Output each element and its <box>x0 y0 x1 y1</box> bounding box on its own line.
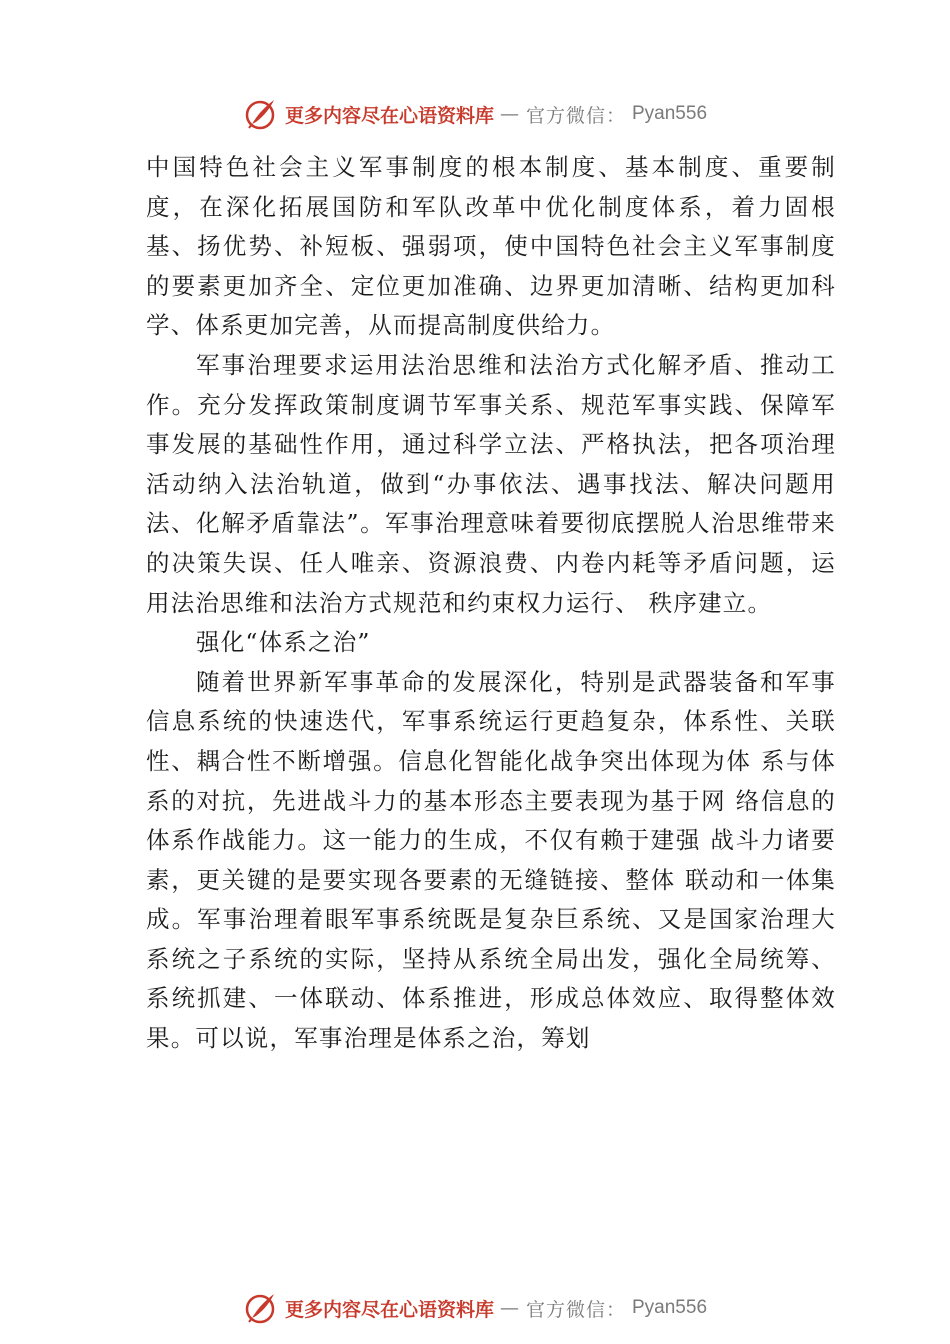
quill-logo-icon <box>243 1290 279 1326</box>
document-body <box>146 148 836 1059</box>
paragraph-1: 中国特色社会主义军事制度的根本制度、基本制度、重要制度，在深化拓展国防和军队改革中优化制度体系，着力固根基、扬优势、补短板、强弱项，使中国特色社会主义军事制度的要素更加齐全、定位更加准确、边界更加清晰、结构更加科学、体系更加完善，从而提高制度供给力。 <box>146 153 836 340</box>
paragraph-2: 军事治理要求运用法治思维和法治方式化解矛盾、推动工作。充分发挥政策制度调节军事关系、规范军事实践、保障军事发展的基础性作用，通过科学立法、严格执法，把各项治理活动纳入法治轨道，做到“办事依法、遇事找法、解决问题用法、化解矛盾靠法”。军事治理意味着要彻底摆脱人治思维带来的决策失误、任人唯亲、资源浪费、内卷内耗等矛盾问题，运用法治思维和法治方式规范和约束权力运行、 秩序建立。 <box>146 350 836 617</box>
watermark-dash: — <box>499 103 520 125</box>
watermark-brand: 更多内容尽在心语资料库 <box>284 104 494 127</box>
watermark-wechat-label: 官方微信： <box>525 1298 626 1321</box>
paragraph-3: 随着世界新军事革命的发展深化，特别是武器装备和军事信息系统的快速迭代，军事系统运行更趋复杂，体系性、关联性、耦合性不断增强。信息化智能化战争突出体现为体 系与体系的对抗，先进战斗力的基本形态主要表现为基于网 络信息的体系作战能力。这一能力的生成，不仅有赖于建强 战斗力诸要素，更关键的是要实现各要素的无缝链接、整体 联动和一体集成。军事治理着眼军事系统既是复杂巨系统、又是国家治理大系统之子系统的实际，坚持从系统全局出发，强化全局统筹、系统抓建、一体联动、体系推进，形成总体效应、取得整体效果。可以说，军事治理是体系之治，筹划 <box>146 667 836 1053</box>
watermark-wechat-label: 官方微信： <box>525 104 626 127</box>
watermark-wechat-id: Pyan556 <box>632 103 708 124</box>
section-heading: 强化“体系之治” <box>196 628 371 657</box>
watermark-brand: 更多内容尽在心语资料库 <box>284 1298 494 1321</box>
footer-watermark <box>0 1288 950 1328</box>
header-watermark <box>0 94 950 134</box>
watermark-dash: — <box>499 1297 520 1319</box>
watermark-wechat-id: Pyan556 <box>632 1297 708 1318</box>
quill-logo-icon <box>243 96 279 132</box>
